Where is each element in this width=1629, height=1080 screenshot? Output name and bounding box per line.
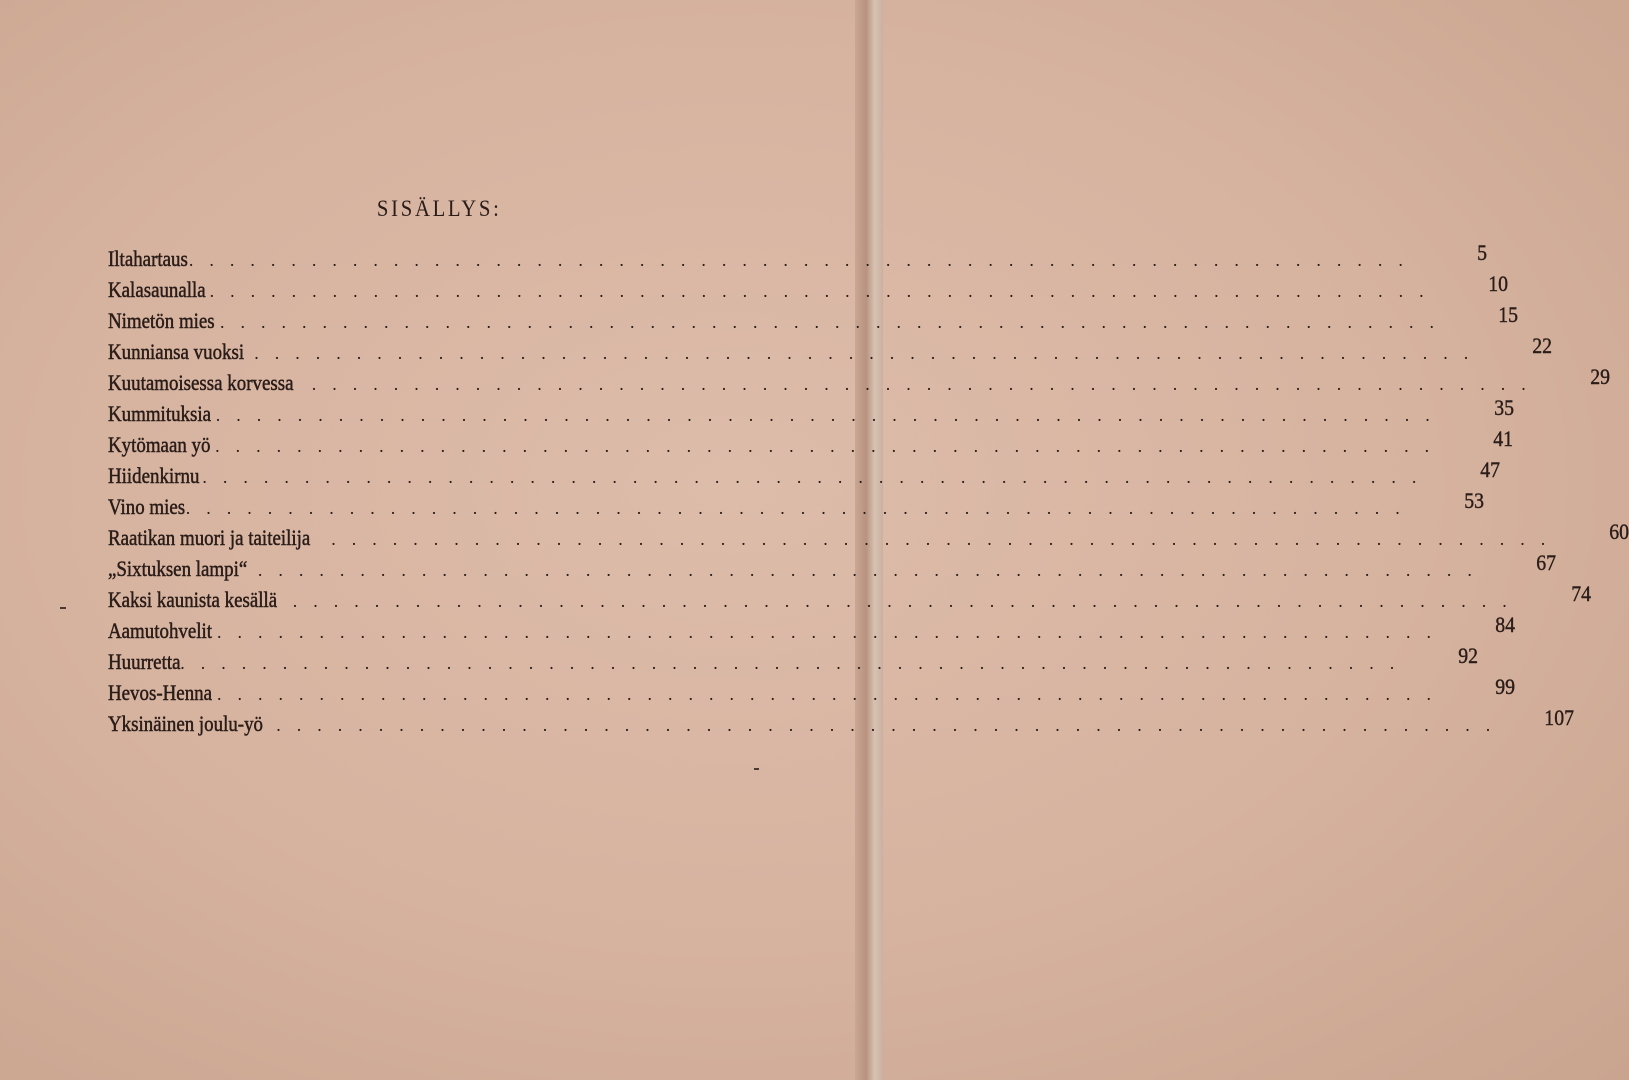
dot-leader: ............................................................ [185, 498, 1416, 518]
toc-entry [108, 550, 1556, 587]
dot-leader: ............................................................ [292, 591, 1523, 611]
toc-entry [108, 426, 1514, 463]
toc-entry [108, 705, 1575, 742]
toc-entry-title: Yksinäinen joulu-yö [108, 711, 264, 736]
toc-entry-title: Aamutohvelit [108, 618, 213, 643]
dot-leader: ............................................................ [311, 374, 1542, 394]
toc-entry-page: 74 [1570, 581, 1591, 606]
toc-entry [108, 271, 1508, 308]
table-of-contents [108, 240, 1629, 742]
toc-entry [108, 364, 1610, 401]
toc-entry-page: 67 [1536, 550, 1556, 575]
toc-entry-title: Kummituksia [108, 401, 212, 426]
toc-entry-page: 84 [1495, 612, 1515, 637]
toc-entry [108, 674, 1515, 711]
toc-entry-page: 5 [1476, 240, 1487, 265]
print-mark [754, 768, 759, 770]
toc-entry-title: Nimetön mies [108, 308, 215, 333]
toc-entry [108, 581, 1591, 618]
toc-entry-page: 35 [1493, 395, 1514, 420]
toc-entry-title: Kytömaan yö [108, 432, 211, 457]
toc-entry [108, 395, 1514, 432]
toc-entry-page: 47 [1480, 457, 1501, 482]
toc-entry-page: 29 [1589, 364, 1610, 389]
toc-entry-page: 99 [1495, 674, 1515, 699]
toc-entry-page: 41 [1493, 426, 1514, 451]
dot-leader: ............................................................ [220, 312, 1451, 332]
print-mark [60, 607, 66, 609]
toc-entry [108, 333, 1553, 370]
toc-entry-title: „Sixtuksen lampi“ [108, 556, 248, 581]
toc-heading-text: SISÄLLYS: [377, 196, 502, 221]
dot-leader: ............................................................ [215, 436, 1446, 456]
toc-entry-title: Raatikan muori ja taiteilija [108, 525, 311, 550]
dot-leader: ............................................................ [209, 281, 1440, 301]
toc-entry [108, 488, 1484, 525]
toc-entry-title: Kalasaunalla [108, 277, 206, 302]
dot-leader: ............................................................ [257, 560, 1488, 580]
dot-leader: ............................................................ [215, 405, 1446, 425]
toc-entry-page: 15 [1498, 302, 1519, 327]
toc-entry-page: 22 [1532, 333, 1553, 358]
toc-entry [108, 457, 1501, 494]
toc-entry-title: Vino mies [108, 494, 186, 519]
toc-entry-page: 107 [1544, 705, 1575, 730]
toc-entry-title: Hiidenkirnu [108, 463, 200, 488]
toc-entry [108, 240, 1487, 277]
toc-entry [108, 612, 1515, 649]
toc-entry-title: Kaksi kaunista kesällä [108, 587, 278, 612]
toc-entry-title: Kunniansa vuoksi [108, 339, 245, 364]
dot-leader: ............................................................ [188, 250, 1419, 270]
toc-entry-page: 92 [1458, 643, 1479, 668]
toc-entry-title: Huurretta [108, 649, 181, 674]
toc-entry [108, 519, 1629, 556]
toc-entry-title: Hevos-Henna [108, 680, 213, 705]
toc-entry-title: Iltahartaus [108, 246, 188, 271]
toc-entry-title: Kuutamoisessa korvessa [108, 370, 294, 395]
dot-leader: ............................................................ [180, 653, 1411, 673]
toc-entry [108, 302, 1519, 339]
dot-leader: ............................................................ [254, 343, 1485, 363]
dot-leader: ............................................................ [216, 684, 1447, 704]
toc-entry-page: 60 [1609, 519, 1629, 544]
toc-entry [108, 643, 1479, 680]
dot-leader: ............................................................ [331, 529, 1562, 549]
dot-leader: ............................................................ [276, 715, 1507, 735]
toc-entry-page: 53 [1463, 488, 1484, 513]
dot-leader: ............................................................ [202, 467, 1433, 487]
dot-leader: ............................................................ [216, 622, 1447, 642]
toc-heading [0, 196, 883, 222]
toc-entry-page: 10 [1487, 271, 1508, 296]
